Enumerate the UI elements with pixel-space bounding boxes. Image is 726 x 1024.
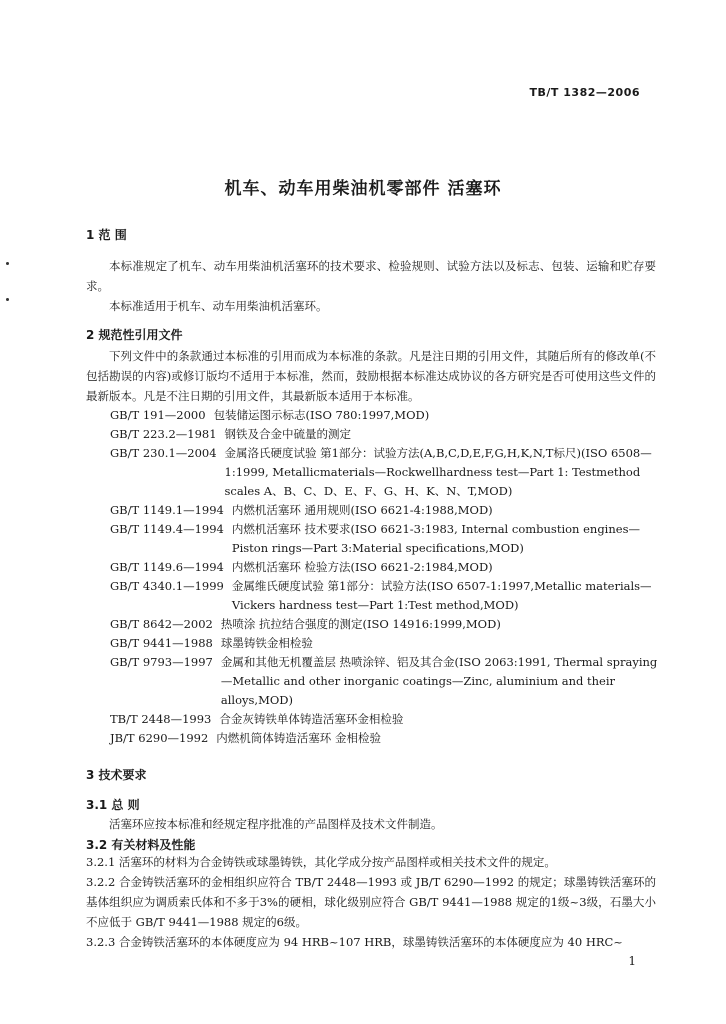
reference-title: 包装储运图示标志(ISO 780:1997,MOD) <box>213 408 430 422</box>
section-3-heading: 3 技术要求 <box>86 768 147 782</box>
scan-mark <box>6 298 9 301</box>
reference-code: GB/T 1149.6—1994 <box>110 560 224 574</box>
reference-item <box>110 425 660 444</box>
section-3-1-text: 活塞环应按本标准和经规定程序批准的产品图样及技术文件制造。 <box>109 817 443 831</box>
reference-code: GB/T 9441—1988 <box>110 636 213 650</box>
reference-title: 内燃机活塞环 检验方法(ISO 6621-2:1984,MOD) <box>231 560 493 574</box>
reference-title: 金属和其他无机覆盖层 热喷涂锌、铝及其合金(ISO 2063:1991, Thermal spraying—Metallic and other inorganic coatings—Zinc, aluminium and their alloys,MOD) <box>220 655 658 707</box>
reference-title: 内燃机活塞环 技术要求(ISO 6621-3:1983, Internal combustion engines—Piston rings—Part 3:Material specifications,MOD) <box>231 522 640 555</box>
section-1-paragraph-2: 本标准适用于机车、动车用柴油机活塞环。 <box>109 299 328 313</box>
reference-title: 合金灰铸铁单体铸造活塞环金相检验 <box>219 712 404 726</box>
section-1-paragraph-1: 本标准规定了机车、动车用柴油机活塞环的技术要求、检验规则、试验方法以及标志、包装、运输和贮存要求。 <box>86 259 656 293</box>
reference-list <box>110 406 660 748</box>
reference-title: 热喷涂 抗拉结合强度的测定(ISO 14916:1999,MOD) <box>220 617 501 631</box>
page-number: 1 <box>628 954 636 968</box>
clause-3-2-3: 3.2.3 合金铸铁活塞环的本体硬度应为 94 HRB~107 HRB，球墨铸铁活塞环的本体硬度应为 40 HRC~ <box>86 935 623 949</box>
reference-item <box>110 558 660 577</box>
reference-title: 球墨铸铁金相检验 <box>220 636 313 650</box>
reference-item <box>110 615 660 634</box>
scan-mark <box>6 262 9 265</box>
reference-item <box>110 653 660 710</box>
reference-title: 金属维氏硬度试验 第1部分：试验方法(ISO 6507-1:1997,Metallic materials—Vickers hardness test—Part 1:Test method,MOD) <box>231 579 652 612</box>
section-2-heading: 2 规范性引用文件 <box>86 328 183 342</box>
clause-3-2-1: 3.2.1 活塞环的材料为合金铸铁或球墨铸铁，其化学成分按产品图样或相关技术文件的规定。 <box>86 855 556 869</box>
reference-code: TB/T 2448—1993 <box>110 712 212 726</box>
document-title: 机车、动车用柴油机零部件 活塞环 <box>224 179 502 199</box>
reference-title: 内燃机筒体铸造活塞环 金相检验 <box>216 731 381 745</box>
reference-code: GB/T 8642—2002 <box>110 617 213 631</box>
reference-item <box>110 520 660 558</box>
reference-title: 钢铁及合金中硫量的测定 <box>224 427 352 441</box>
section-1-heading: 1 范 围 <box>86 228 127 242</box>
reference-item <box>110 710 660 729</box>
reference-code: GB/T 191—2000 <box>110 408 206 422</box>
reference-title: 金属洛氏硬度试验 第1部分：试验方法(A,B,C,D,E,F,G,H,K,N,T标尺)(ISO 6508—1:1999, Metallicmaterials—Rockwellhardness test—Part 1: Testmethod scales A、B、C、D、E、F、G、H、K、N、T,MOD) <box>224 446 652 498</box>
reference-item <box>110 634 660 653</box>
reference-item <box>110 444 660 501</box>
reference-item <box>110 406 660 425</box>
reference-item <box>110 577 660 615</box>
reference-code: JB/T 6290—1992 <box>110 731 209 745</box>
reference-code: GB/T 4340.1—1999 <box>110 579 224 593</box>
reference-code: GB/T 223.2—1981 <box>110 427 217 441</box>
reference-code: GB/T 1149.4—1994 <box>110 522 224 536</box>
section-3-2-heading: 3.2 有关材料及性能 <box>86 838 196 852</box>
section-3-1-heading: 3.1 总 则 <box>86 798 140 812</box>
reference-code: GB/T 9793—1997 <box>110 655 213 669</box>
reference-code: GB/T 1149.1—1994 <box>110 503 224 517</box>
reference-code: GB/T 230.1—2004 <box>110 446 217 460</box>
standard-number: TB/T 1382—2006 <box>529 86 640 99</box>
clause-3-2-2: 3.2.2 合金铸铁活塞环的金相组织应符合 TB/T 2448—1993 或 JB/T 6290—1992 的规定；球墨铸铁活塞环的基体组织应为调质索氏体和不多于3%的硬相，球化级别应符合 GB/T 9441—1988 规定的1级~3级，石墨大小不应低于 GB/T 9441—1988 规定的6级。 <box>86 875 656 929</box>
reference-item <box>110 729 660 748</box>
section-2-intro: 下列文件中的条款通过本标准的引用而成为本标准的条款。凡是注日期的引用文件，其随后所有的修改单(不包括勘误的内容)或修订版均不适用于本标准，然而，鼓励根据本标准达成协议的各方研究是否可使用这些文件的最新版本。凡是不注日期的引用文件，其最新版本适用于本标准。 <box>86 349 656 403</box>
reference-title: 内燃机活塞环 通用规则(ISO 6621-4:1988,MOD) <box>231 503 493 517</box>
reference-item <box>110 501 660 520</box>
